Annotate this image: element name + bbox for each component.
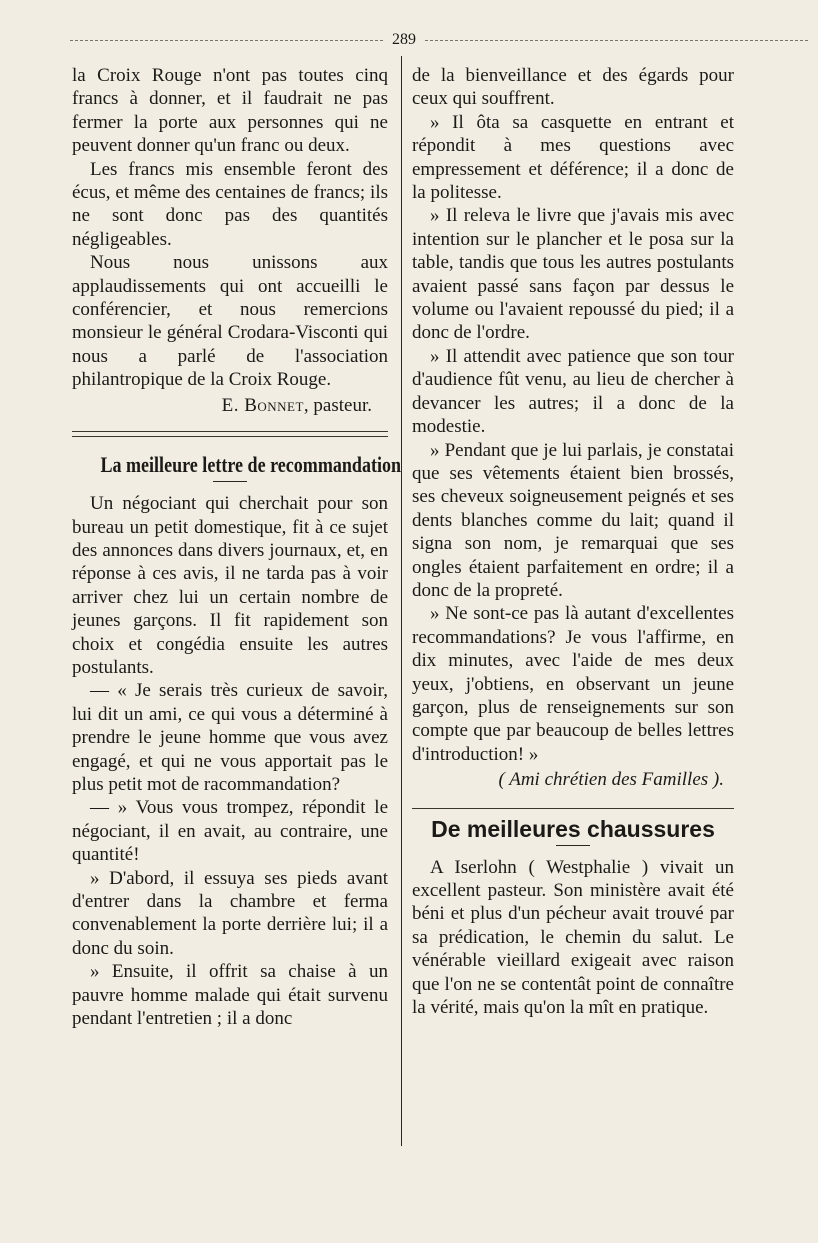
signature-name: E. Bonnet	[221, 394, 304, 416]
paragraph: » Il releva le livre que j'avais mis avec intention sur le plancher et le posa sur la table, tandis que tous les autres postulants avaient passé sans façon par dessus le volume ou l'avaient repoussé du pied; il a donc de l'ordre.	[412, 205, 734, 344]
paragraph: A Iserlohn ( Westphalie ) vivait un excellent pasteur. Son ministère avait été béni et plus d'un pécheur avait trouvé par sa prédication, le chemin du salut. Le vénérable vieillard exigeait avec raison que l'on ne se contentât point de connaître la vérité, mais qu'on la mît en pratique.	[412, 856, 734, 1019]
right-column	[412, 64, 734, 1019]
signature-role: , pasteur.	[303, 394, 372, 416]
left-column	[72, 64, 402, 1030]
section-separator	[72, 431, 388, 437]
paragraph: de la bienveillance et des égards pour ceux qui souffrent.	[412, 65, 734, 110]
paragraph: la Croix Rouge n'ont pas toutes cinq francs à donner, et il faudrait ne pas fermer la porte aux personnes qui ne peuvent donner qu'un franc ou deux.	[72, 65, 388, 157]
signature	[72, 394, 372, 417]
paragraph: — » Vous vous trompez, répondit le négociant, il en avait, au contraire, une quantité!	[72, 797, 388, 866]
paragraph: » Il attendit avec patience que son tour d'audience fût venu, au lieu de chercher à devancer les autres; il a donc de la modestie.	[412, 345, 734, 438]
paragraph: Les francs mis ensemble feront des écus, et même des centaines de francs; ils ne sont donc pas des quantités négligeables.	[72, 158, 388, 250]
paragraph: » Il ôta sa casquette en entrant et répondit à mes questions avec empressement et déférence; il a donc de la politesse.	[412, 111, 734, 204]
paragraph: Nous nous unissons aux applaudissements qui ont accueilli le conférencier, et nous remercions monsieur le général Crodara-Visconti qui nous a parlé de l'association philantropique de la Croix Rouge.	[72, 252, 388, 391]
paragraph: » D'abord, il essuya ses pieds avant d'entrer dans la chambre et ferma convenablement la porte derrière lui; il a donc du soin.	[72, 867, 388, 959]
title-dash	[213, 481, 247, 482]
article-title: De meilleures chaussures	[431, 815, 715, 842]
paragraph: » Pendant que je lui parlais, je constatai que ses vêtements étaient bien brossés, ses cheveux soigneusement peignés et ses dents blanches comme du lait; quand il signa son nom, je remarquai que ses ongles étaient parfaitement en ordre; il a donc de la propreté.	[412, 439, 734, 601]
title-dash	[556, 845, 590, 846]
header-rule	[70, 40, 808, 43]
article-title: La meilleure lettre de recommandation	[100, 452, 402, 478]
section-separator	[412, 808, 734, 809]
paragraph: Un négociant qui cherchait pour son bureau un petit domestique, fit à ce sujet des annonces dans divers journaux, et, en réponse à ces avis, il ne tarda pas à voir arriver chez lui un certain nombre de jeunes garçons. Il fit rapidement son choix et congédia ensuite les autres postulants.	[72, 493, 388, 678]
paragraph: » Ne sont-ce pas là autant d'excellentes recommandations? Je vous l'affirme, en dix minutes, avec l'aide de mes deux yeux, j'obtiens, en observant un jeune garçon, plus de renseignements sur son compte que par beaucoup de belles lettres d'introduction! »	[412, 603, 734, 765]
page-number: 289	[384, 31, 424, 49]
article-source: ( Ami chrétien des Familles ).	[498, 769, 724, 791]
paragraph: — « Je serais très curieux de savoir, lui dit un ami, ce qui vous a déterminé à prendre le jeune homme que vous avez engagé, et qui ne vous apportait pas le plus petit mot de racommandation?	[72, 680, 388, 795]
paragraph: » Ensuite, il offrit sa chaise à un pauvre homme malade qui était survenu pendant l'entretien ; il a donc	[72, 961, 388, 1030]
column-divider	[401, 56, 402, 1146]
